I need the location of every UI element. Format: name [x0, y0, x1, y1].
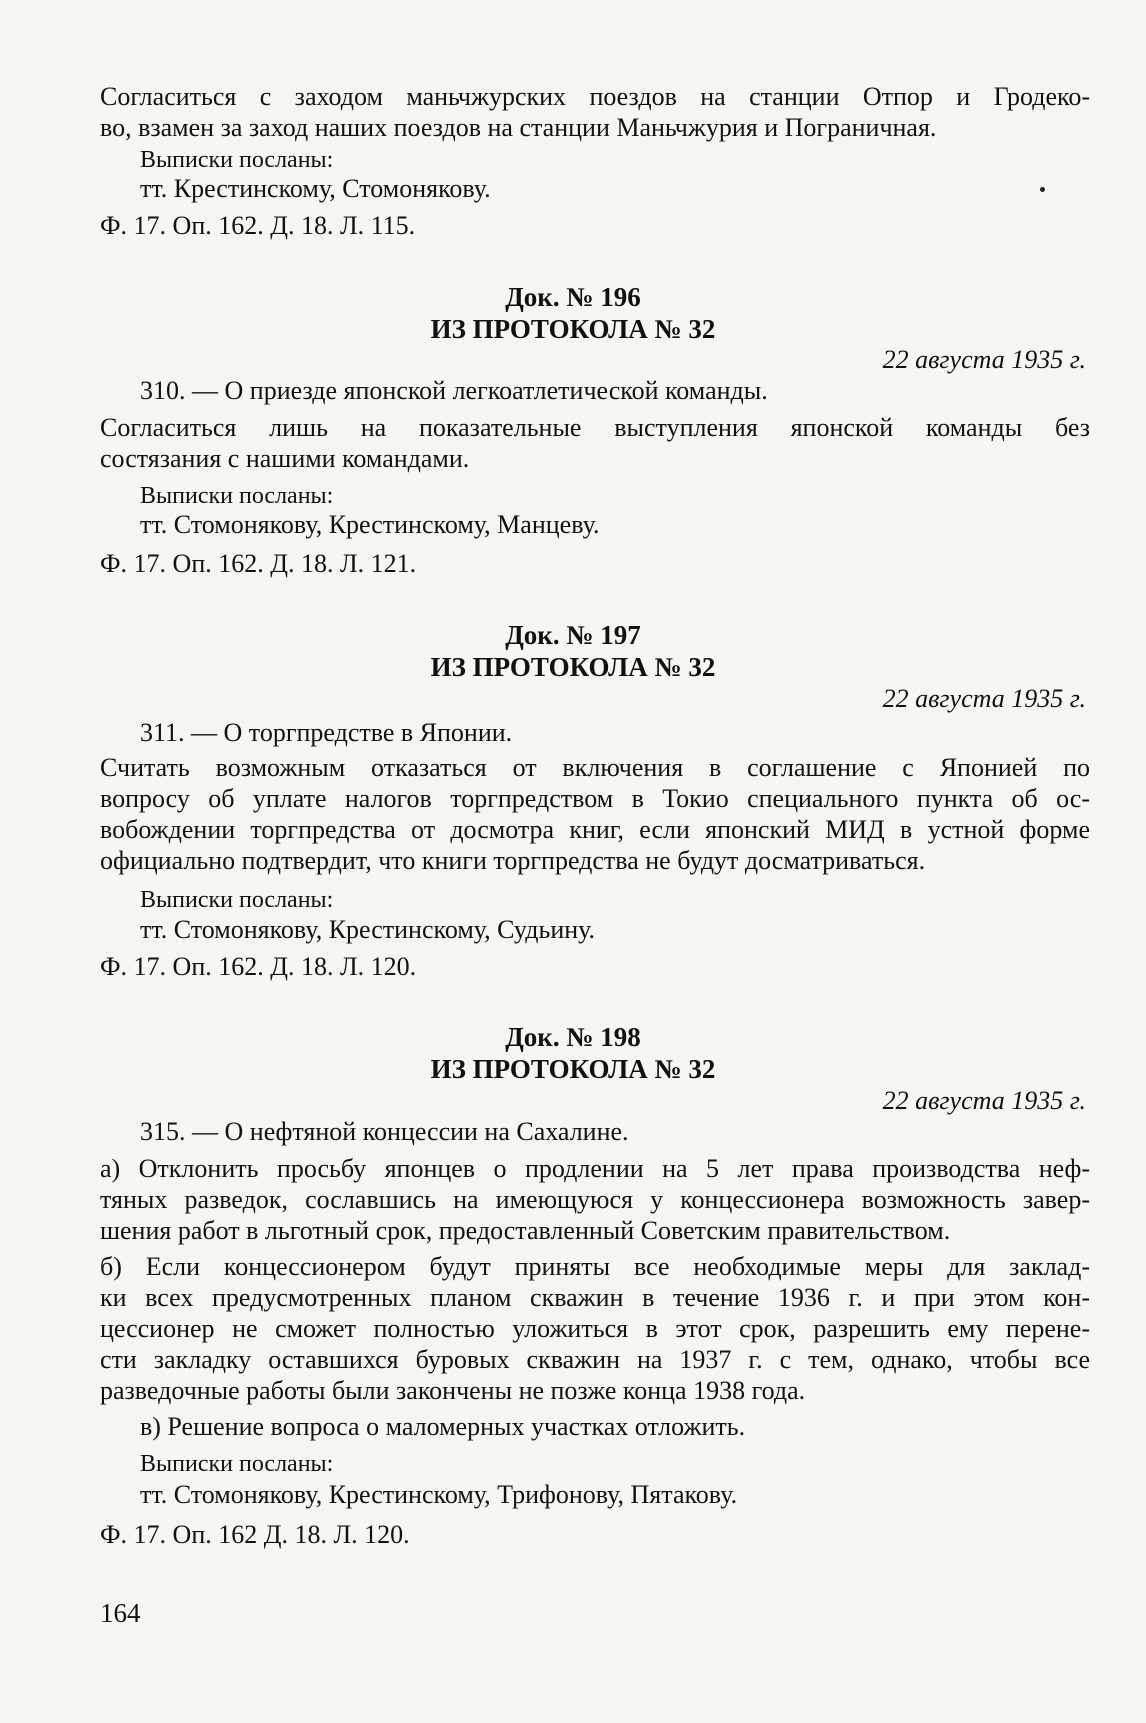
extracts-label: Выписки посланы:	[140, 1451, 334, 1477]
doc-title: ИЗ ПРОТОКОЛА № 32	[430, 652, 716, 682]
decision-text-line: цессионер не сможет полностью уложиться в этот срок, разрешить ему перене-	[100, 1314, 1090, 1343]
decision-text-line: а) Отклонить просьбу японцев о продлении на 5 лет права производства неф-	[100, 1154, 1090, 1183]
extracts-label: Выписки посланы:	[140, 887, 334, 913]
archive-reference: Ф. 17. Оп. 162 Д. 18. Л. 120.	[100, 1520, 410, 1549]
doc-date: 22 августа 1935 г.	[882, 345, 1086, 374]
decision-text-line: шения работ в льготный срок, предоставленный Советским правительством.	[100, 1216, 951, 1245]
decision-text-line: официально подтвердит, что книги торгпредства не будут досматриваться.	[100, 846, 926, 875]
doc-number: Док. № 197	[505, 620, 641, 650]
decision-text-line: вобождении торгпредства от досмотра книг, если японский МИД в устной форме	[100, 815, 1090, 844]
recipients: тт. Крестинскому, Стомонякову.	[140, 174, 491, 203]
decision-text-line: Считать возможным отказаться от включения в соглашение с Японией по	[100, 753, 1090, 782]
archive-reference: Ф. 17. Оп. 162. Д. 18. Л. 120.	[100, 952, 417, 981]
decision-text-line: б) Если концессионером будут приняты все необходимые меры для заклад-	[100, 1252, 1090, 1281]
intro-text-line: Согласиться с заходом маньчжурских поездов на станции Отпор и Гродеко-	[100, 82, 1090, 111]
agenda-item: 315. — О нефтяной концессии на Сахалине.	[140, 1117, 629, 1146]
decision-text-line: состязания с нашими командами.	[100, 444, 470, 473]
archive-reference: Ф. 17. Оп. 162. Д. 18. Л. 115.	[100, 211, 416, 240]
decision-text-line: вопросу об уплате налогов торгпредством в Токио специального пункта об ос-	[100, 784, 1090, 813]
archive-reference: Ф. 17. Оп. 162. Д. 18. Л. 121.	[100, 549, 417, 578]
decision-text-line: разведочные работы были закончены не позже конца 1938 года.	[100, 1376, 806, 1405]
doc-title: ИЗ ПРОТОКОЛА № 32	[430, 314, 716, 344]
decision-text-line: ки всех предусмотренных планом скважин в течение 1936 г. и при этом кон-	[100, 1283, 1090, 1312]
doc-title: ИЗ ПРОТОКОЛА № 32	[430, 1054, 716, 1084]
agenda-item: 310. — О приезде японской легкоатлетической команды.	[140, 376, 768, 405]
doc-number: Док. № 198	[505, 1022, 641, 1052]
extracts-label: Выписки посланы:	[140, 147, 334, 173]
agenda-item: 311. — О торгпредстве в Японии.	[140, 718, 513, 747]
decision-text-line: сти закладку оставшихся буровых скважин на 1937 г. с тем, однако, чтобы все	[100, 1345, 1090, 1374]
recipients: тт. Стомонякову, Крестинскому, Судьину.	[140, 915, 596, 944]
recipients: тт. Стомонякову, Крестинскому, Манцеву.	[140, 510, 600, 539]
stray-dot	[1040, 187, 1045, 192]
intro-text-line: во, взамен за заход наших поездов на станции Маньчжурия и Пограничная.	[100, 113, 937, 142]
doc-date: 22 августа 1935 г.	[882, 1086, 1086, 1115]
decision-text-line: Согласиться лишь на показательные выступления японской команды без	[100, 413, 1090, 442]
doc-date: 22 августа 1935 г.	[882, 684, 1086, 713]
decision-text-line: в) Решение вопроса о маломерных участках отложить.	[140, 1412, 746, 1441]
decision-text-line: тяных разведок, сославшись на имеющуюся у концессионера возможность завер-	[100, 1185, 1090, 1214]
page-number: 164	[100, 1598, 141, 1628]
doc-number: Док. № 196	[505, 282, 641, 312]
extracts-label: Выписки посланы:	[140, 483, 334, 509]
recipients: тт. Стомонякову, Крестинскому, Трифонову, Пятакову.	[140, 1480, 738, 1509]
